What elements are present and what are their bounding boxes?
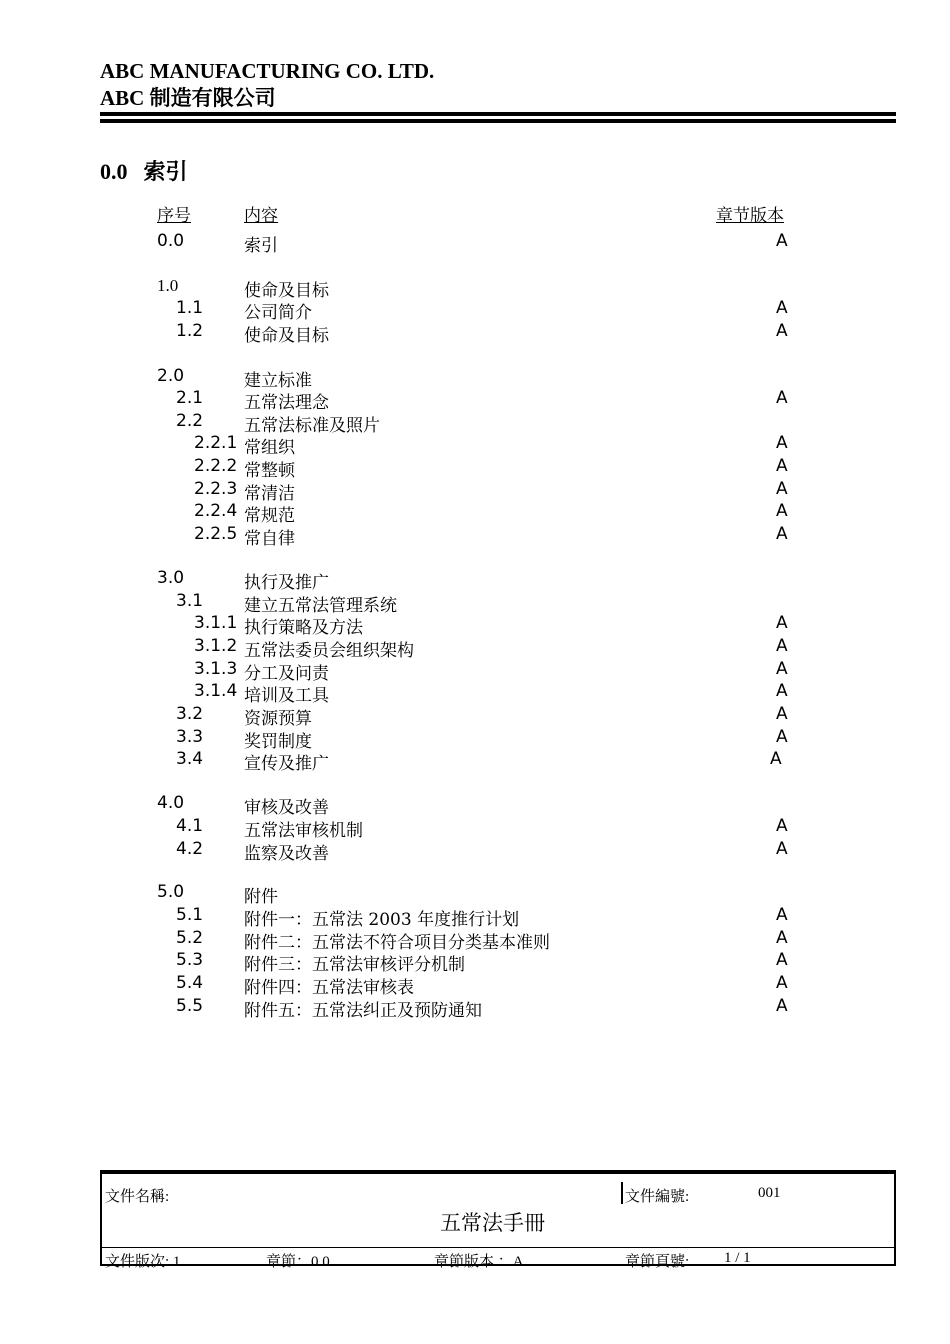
toc-entry-title: 分工及问责 (244, 664, 329, 684)
toc-entry-title: 五常法理念 (244, 393, 329, 413)
toc-entry-version: A (776, 524, 788, 544)
doc-name: 五常法手冊 (440, 1211, 545, 1235)
footer-divider (102, 1247, 894, 1248)
toc-entry-number: 2.2 (176, 411, 204, 431)
toc-entry (0, 613, 950, 638)
toc-entry-number: 5.3 (176, 950, 204, 970)
toc-entry-number: 5.5 (176, 996, 204, 1016)
toc-entry (0, 839, 950, 864)
document-footer (100, 1170, 896, 1270)
toc-entry-version: A (776, 659, 788, 679)
toc-entry (0, 276, 950, 301)
doc-no: 001 (758, 1185, 781, 1201)
chapter-page: 1 / 1 (724, 1250, 751, 1266)
toc-entry (0, 950, 950, 975)
toc-entry-number: 3.0 (157, 568, 185, 588)
toc-entry (0, 905, 950, 930)
toc-entry-title: 审核及改善 (244, 798, 329, 818)
header-rule-bottom (100, 119, 896, 123)
toc-entry-title: 五常法标准及照片 (244, 416, 380, 436)
toc-entry (0, 704, 950, 729)
toc-entry (0, 456, 950, 481)
toc-entry-title: 常组织 (244, 438, 295, 458)
toc-entry-title: 常整顿 (244, 461, 295, 481)
toc-entry-version: A (776, 681, 788, 701)
toc-entry (0, 433, 950, 458)
toc-entry-number: 2.2.1 (194, 433, 238, 453)
toc-entry-title: 五常法委员会组织架构 (244, 641, 414, 661)
toc-entry-version: A (776, 816, 788, 836)
toc-entry-version: A (776, 298, 788, 318)
toc-entry (0, 366, 950, 391)
toc-entry (0, 996, 950, 1021)
toc-entry-title: 常自律 (244, 529, 295, 549)
toc-entry-title: 宣传及推广 (244, 754, 329, 774)
toc-entry-version: A (776, 479, 788, 499)
toc-entry-title: 附件五：五常法纠正及预防通知 (244, 1001, 482, 1021)
toc-entry-number: 3.1.4 (194, 681, 238, 701)
toc-entry (0, 568, 950, 593)
toc-entry-title: 附件三：五常法审核评分机制 (244, 955, 465, 975)
toc-entry-version: A (776, 704, 788, 724)
toc-entry-number: 5.1 (176, 905, 204, 925)
company-name-cn: ABC 制造有限公司 (100, 86, 276, 110)
toc-entry-version: A (776, 928, 788, 948)
toc-entry-number: 1.1 (176, 298, 204, 318)
toc-entry-number: 2.2.4 (194, 501, 238, 521)
section-number: 0.0 (100, 159, 128, 184)
company-name-en: ABC MANUFACTURING CO. LTD. (100, 59, 435, 83)
toc-entry-number: 1.0 (157, 276, 179, 295)
toc-entry-version: A (776, 839, 788, 859)
toc-entry (0, 659, 950, 684)
toc-entry-number: 3.4 (176, 749, 204, 769)
toc-entry-title: 使命及目标 (244, 326, 329, 346)
chapter-version: 章節版本 ：A (434, 1254, 524, 1270)
toc-entry-number: 4.2 (176, 839, 204, 859)
toc-entry-title: 常清洁 (244, 484, 295, 504)
toc-entry (0, 411, 950, 436)
footer-vertical-rule (621, 1182, 623, 1204)
toc-entry-version: A (776, 950, 788, 970)
toc-entry-number: 3.1.3 (194, 659, 238, 679)
toc-entry-title: 培训及工具 (244, 686, 329, 706)
toc-entry (0, 231, 950, 256)
toc-entry-title: 建立标准 (244, 371, 312, 391)
toc-entry-number: 3.2 (176, 704, 204, 724)
toc-entry-version: A (776, 456, 788, 476)
toc-entry-number: 1.2 (176, 321, 204, 341)
toc-entry (0, 727, 950, 752)
toc-entry (0, 973, 950, 998)
toc-entry (0, 591, 950, 616)
toc-entry-title: 索引 (244, 236, 278, 256)
toc-entry-number: 2.0 (157, 366, 185, 386)
toc-entry-version: A (776, 321, 788, 341)
section-title (100, 155, 188, 186)
toc-entry-number: 3.1 (176, 591, 204, 611)
section-name: 索引 (143, 159, 188, 185)
toc-entry-title: 附件二：五常法不符合项目分类基本准则 (244, 933, 550, 953)
toc-entry-version: A (776, 727, 788, 747)
toc-entry-number: 3.1.2 (194, 636, 238, 656)
toc-entry-title: 执行策略及方法 (244, 618, 363, 638)
toc-entry-number: 2.1 (176, 388, 204, 408)
toc-entry-number: 2.2.3 (194, 479, 238, 499)
toc-entry-number: 5.0 (157, 882, 185, 902)
doc-version: 文件版次: 1 (105, 1254, 181, 1270)
toc-entry (0, 524, 950, 549)
toc-entry-title: 附件 (244, 887, 278, 907)
toc-entry (0, 321, 950, 346)
toc-entry-title: 使命及目标 (244, 281, 329, 301)
toc-entry-number: 2.2.5 (194, 524, 238, 544)
toc-entry-version: A (776, 905, 788, 925)
toc-entry (0, 882, 950, 907)
toc-entry-number: 5.4 (176, 973, 204, 993)
chapter: 章節：0.0 (266, 1254, 330, 1270)
toc-entry (0, 681, 950, 706)
toc-entry-title: 五常法审核机制 (244, 821, 363, 841)
toc-entry-title: 常规范 (244, 506, 295, 526)
column-header-content: 内容 (244, 206, 278, 226)
header-rule-top (100, 112, 896, 116)
toc-entry-title: 资源预算 (244, 709, 312, 729)
doc-no-label: 文件編號: (625, 1189, 690, 1205)
toc-entry-title: 附件四：五常法审核表 (244, 978, 414, 998)
toc-entry-number: 3.3 (176, 727, 204, 747)
toc-entry-number: 0.0 (157, 231, 185, 251)
toc-entry-version: A (776, 973, 788, 993)
toc-entry (0, 501, 950, 526)
toc-entry-number: 4.0 (157, 793, 185, 813)
toc-entry-version: A (776, 501, 788, 521)
toc-entry-version: A (776, 996, 788, 1016)
toc-entry-number: 4.1 (176, 816, 204, 836)
toc-entry (0, 793, 950, 818)
toc-entry (0, 636, 950, 661)
toc-entry-version: A (776, 636, 788, 656)
toc-entry-title: 附件一：五常法 2003 年度推行计划 (244, 910, 520, 930)
toc-entry (0, 749, 950, 774)
toc-entry-number: 5.2 (176, 928, 204, 948)
toc-entry-title: 公司简介 (244, 303, 312, 323)
toc-entry-title: 监察及改善 (244, 844, 329, 864)
toc-entry-title: 执行及推广 (244, 573, 329, 593)
toc-entry-version: A (776, 613, 788, 633)
column-header-no: 序号 (157, 206, 191, 226)
toc-entry (0, 816, 950, 841)
toc-entry-version: A (776, 388, 788, 408)
toc-entry-version: A (776, 433, 788, 453)
toc-entry-title: 建立五常法管理系统 (244, 596, 397, 616)
toc-entry (0, 479, 950, 504)
toc-entry-number: 3.1.1 (194, 613, 238, 633)
toc-entry-version: A (770, 749, 782, 769)
doc-name-label: 文件名稱: (105, 1189, 170, 1205)
toc-entry (0, 928, 950, 953)
toc-entry-title: 奖罚制度 (244, 732, 312, 752)
chapter-page-label: 章節頁號: (625, 1254, 690, 1270)
toc-entry-version: A (776, 231, 788, 251)
toc-entry (0, 298, 950, 323)
toc-entry (0, 388, 950, 413)
column-header-version: 章节版本 (716, 206, 784, 226)
toc-entry-number: 2.2.2 (194, 456, 238, 476)
